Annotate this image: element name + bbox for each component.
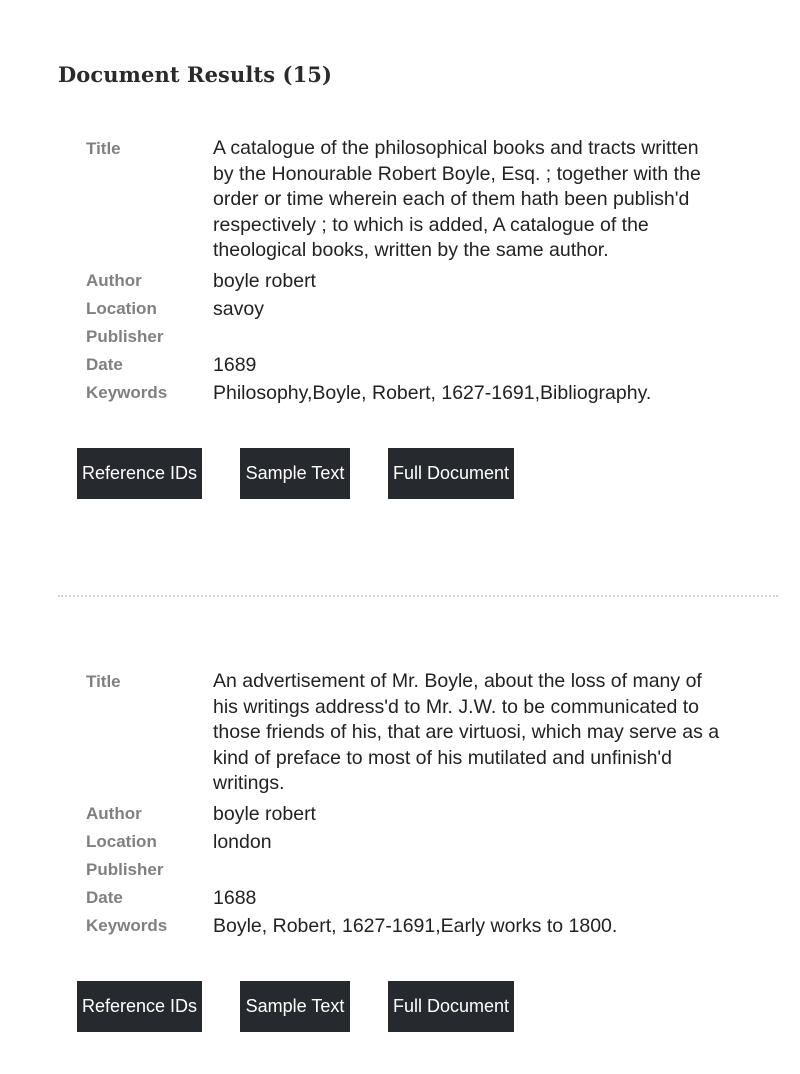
field-label-location: Location	[86, 831, 157, 851]
sample-text-button[interactable]: Sample Text	[240, 448, 350, 499]
field-value-publisher	[213, 323, 723, 351]
field-label-publisher: Publisher	[86, 859, 164, 879]
field-row-location	[58, 828, 778, 856]
field-value-location: savoy	[213, 297, 264, 320]
sample-text-button[interactable]: Sample Text	[240, 981, 350, 1032]
field-label-author: Author	[86, 803, 142, 823]
field-value-keywords: Boyle, Robert, 1627-1691,Early works to 1800.	[213, 914, 618, 937]
field-label-date: Date	[86, 887, 123, 907]
reference-ids-button[interactable]: Reference IDs	[77, 448, 202, 499]
field-row-location	[58, 295, 778, 323]
field-row-keywords	[58, 379, 778, 407]
field-label-keywords: Keywords	[86, 382, 168, 402]
field-value-publisher	[213, 856, 723, 884]
field-row-publisher	[58, 323, 778, 351]
full-document-button[interactable]: Full Document	[388, 981, 514, 1032]
field-row-keywords	[58, 912, 778, 940]
field-row-publisher	[58, 856, 778, 884]
field-row-date	[58, 351, 778, 379]
field-value-keywords: Philosophy,Boyle, Robert, 1627-1691,Bibliography.	[213, 381, 652, 404]
field-value-title: An advertisement of Mr. Boyle, about the loss of many of his writings address'd to Mr. J.W. to be communicated to those friends of his, that are virtuosi, which may serve as a kind of preface to most of his mutilated and unfinish'd writings.	[213, 670, 720, 795]
field-value-title: A catalogue of the philosophical books and tracts written by the Honourable Robert Boyle, Esq. ; together with the order or time wherein each of them hath been publish'd respectively ; to which is added, A catalogue of the theological books, written by the same author.	[213, 137, 701, 262]
full-document-button[interactable]: Full Document	[388, 448, 514, 499]
page-title: Document Results (15)	[58, 62, 333, 87]
field-row-author	[58, 267, 778, 295]
field-value-date: 1688	[213, 886, 257, 909]
field-label-title: Title	[86, 139, 121, 158]
result-fields	[58, 136, 778, 407]
result-card	[58, 669, 778, 1016]
result-actions	[77, 448, 514, 499]
field-row-author	[58, 800, 778, 828]
field-label-title: Title	[86, 672, 121, 691]
field-value-author: boyle robert	[213, 802, 316, 825]
result-card	[58, 136, 778, 483]
result-fields	[58, 669, 778, 940]
field-row-title	[58, 669, 778, 800]
results-divider	[58, 595, 778, 597]
field-label-keywords: Keywords	[86, 915, 168, 935]
field-row-title	[58, 136, 778, 267]
field-value-date: 1689	[213, 353, 257, 376]
reference-ids-button[interactable]: Reference IDs	[77, 981, 202, 1032]
field-label-location: Location	[86, 298, 157, 318]
field-value-author: boyle robert	[213, 269, 316, 292]
field-label-date: Date	[86, 354, 123, 374]
field-label-publisher: Publisher	[86, 326, 164, 346]
field-value-location: london	[213, 830, 272, 853]
result-actions	[77, 981, 514, 1032]
field-label-author: Author	[86, 270, 142, 290]
field-row-date	[58, 884, 778, 912]
